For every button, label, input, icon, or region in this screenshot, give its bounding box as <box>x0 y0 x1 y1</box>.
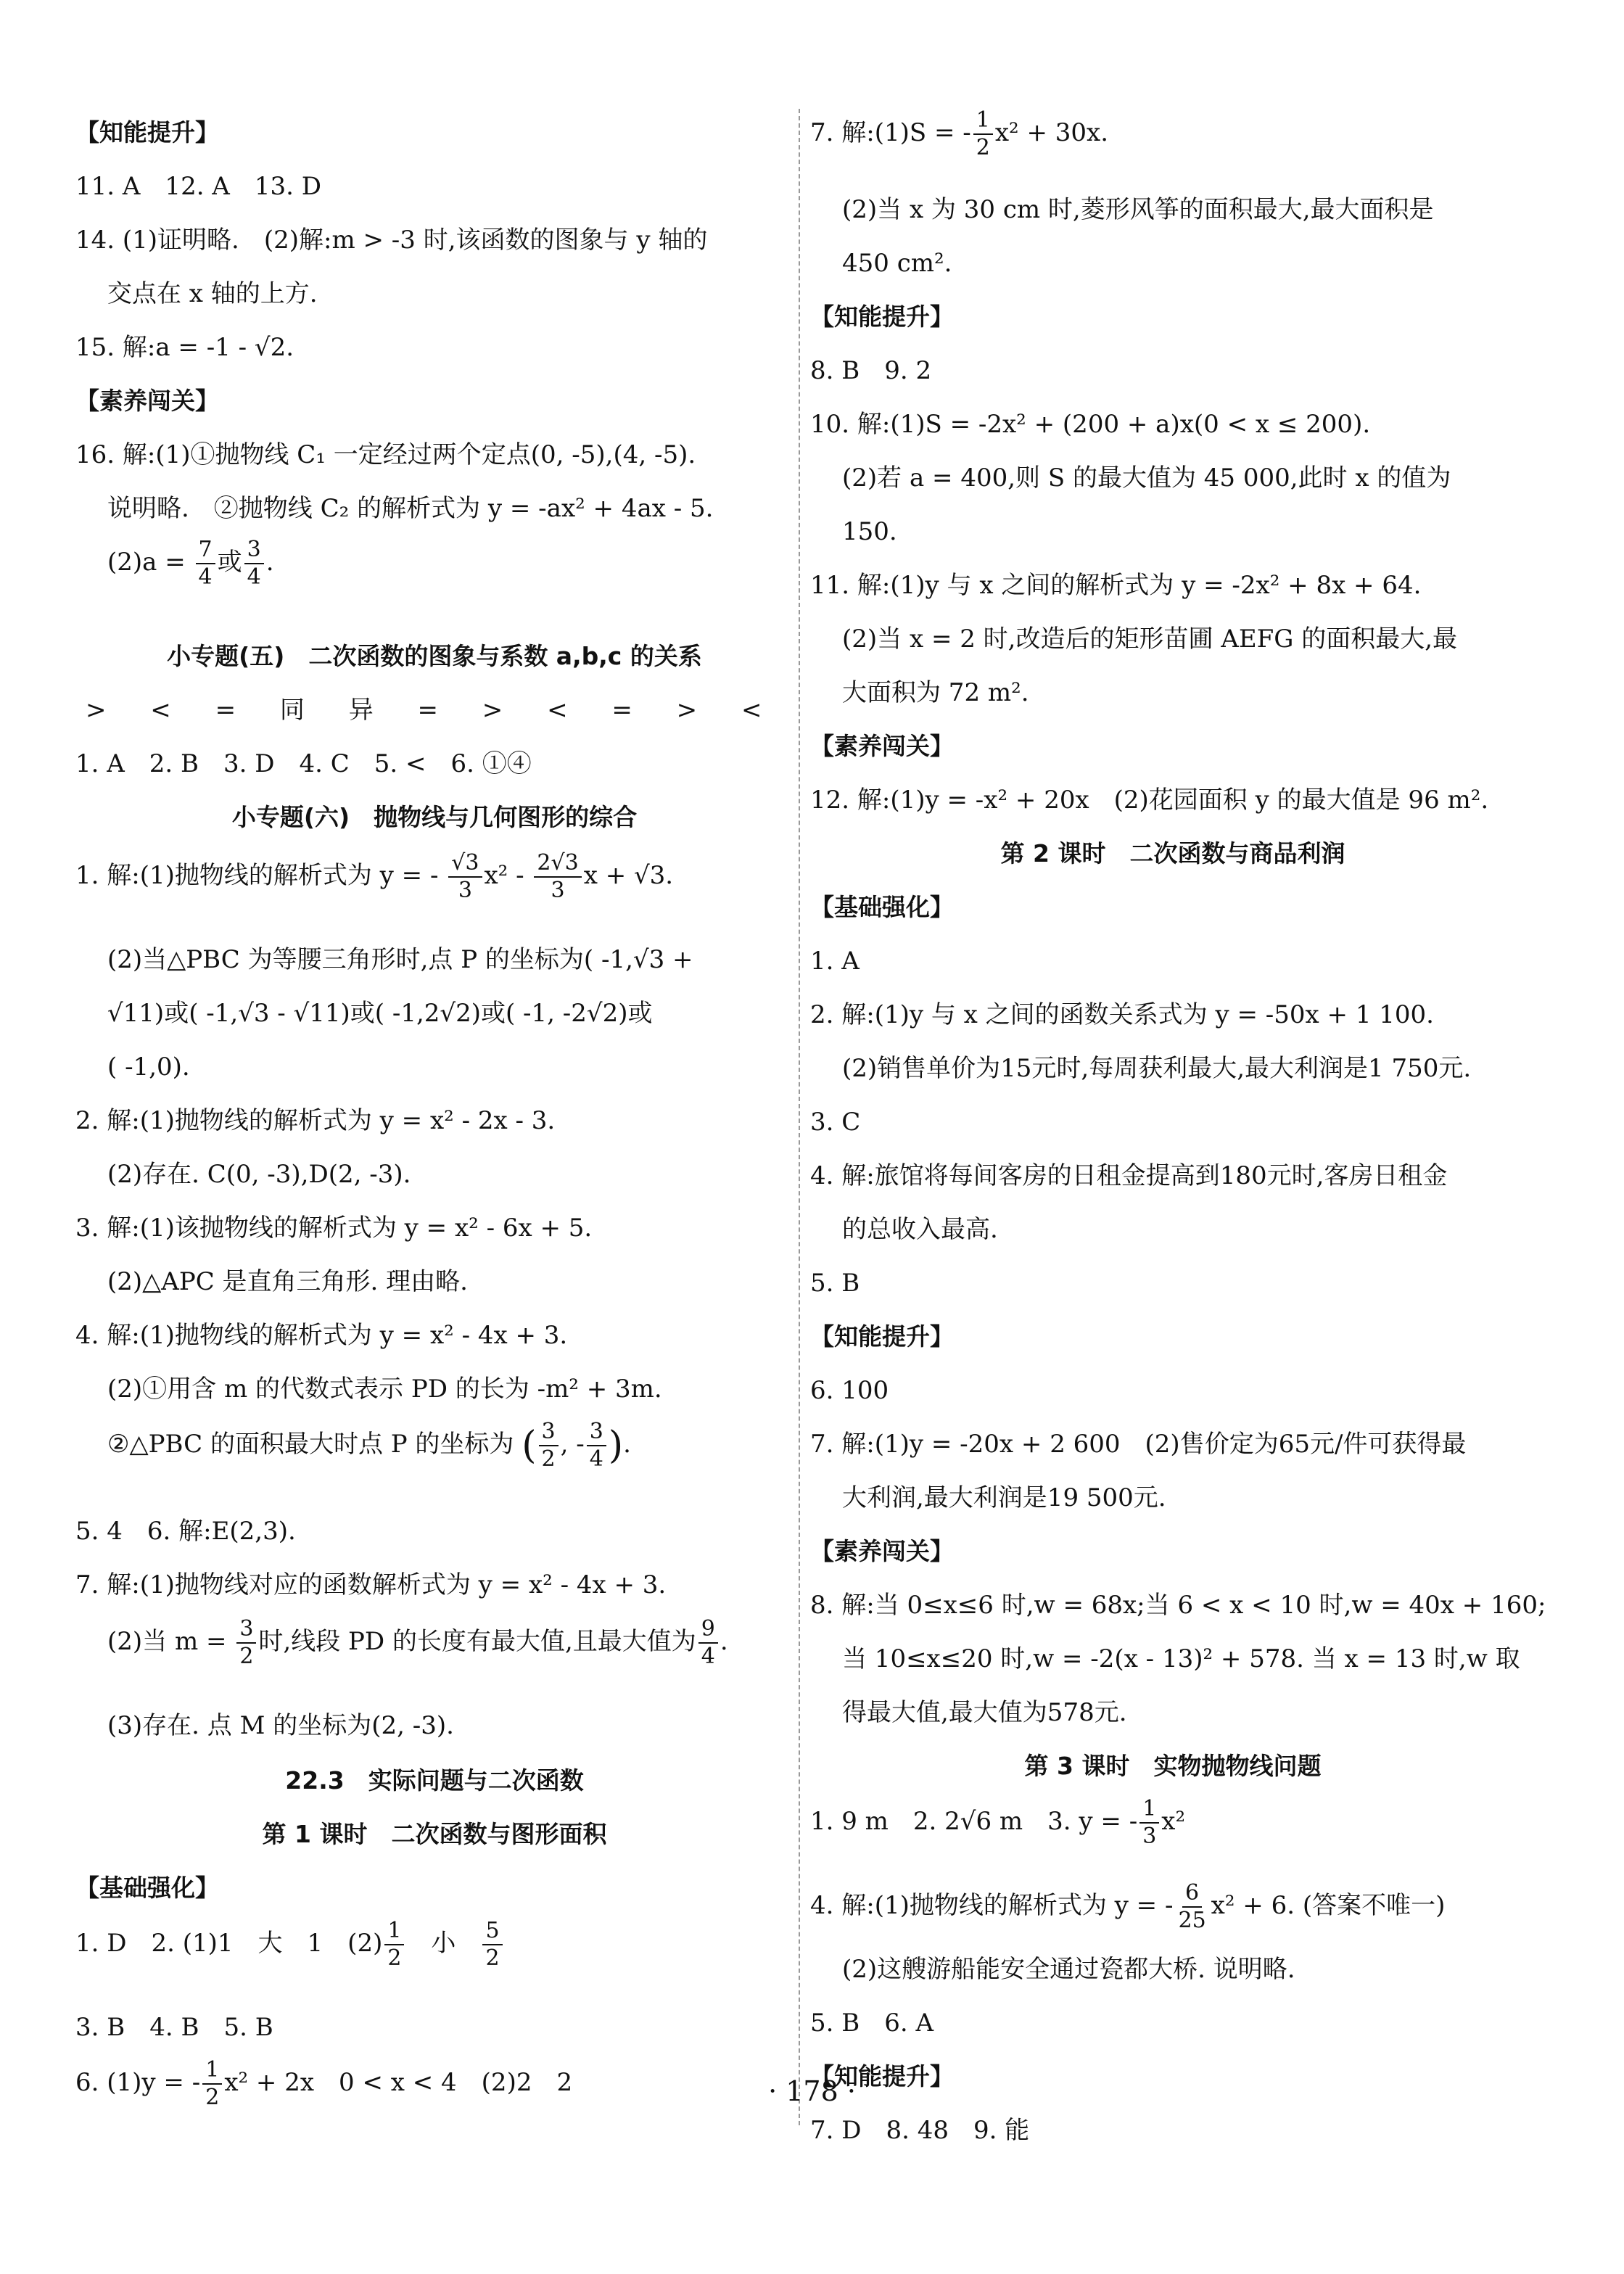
numerator: 3 <box>587 1419 606 1446</box>
denominator: 2 <box>239 1644 254 1669</box>
numerator: 1 <box>1139 1796 1159 1824</box>
subtopic-5-answers: 1. A 2. B 3. D 4. C 5. < 6. ①④ <box>75 749 532 778</box>
q1-line1 <box>75 843 673 908</box>
section-header-suyang: 【素养闯关】 <box>810 1537 954 1565</box>
text: x + √3. <box>583 861 674 890</box>
section-header-zhineng: 【知能提升】 <box>810 302 954 331</box>
t4-line2: (2)这艘游船能安全通过瓷都大桥. 说明略. <box>842 1955 1295 1984</box>
t7-t9: 7. D 8. 48 9. 能 <box>810 2116 1030 2145</box>
s8-line1: 8. 解:当 0≤x≤6 时,w = 68x;当 6 < x < 10 时,w = 40x + 160; <box>810 1591 1546 1620</box>
denominator: 2 <box>976 135 990 160</box>
q2-line2: (2)存在. C(0, -3),D(2, -3). <box>107 1160 411 1189</box>
denominator: 4 <box>701 1644 715 1669</box>
denominator: 2 <box>541 1446 556 1472</box>
denominator: 3 <box>1142 1824 1157 1849</box>
lesson-1-title: 第 1 课时 二次函数与图形面积 <box>262 1820 607 1848</box>
section-header-suyang: 【素养闯关】 <box>810 732 954 760</box>
fraction <box>236 1616 256 1670</box>
answer-16-line3 <box>107 530 274 595</box>
basic-3-5: 3. B 4. B 5. B <box>75 2013 273 2042</box>
text: x² + 2x 0 < x < 4 (2)2 2 <box>224 2068 573 2097</box>
r12: 12. 解:(1)y = -x² + 20x (2)花园面积 y 的最大值是 96 m². <box>810 786 1489 815</box>
text: ②△PBC 的面积最大时点 P 的坐标为 <box>107 1430 514 1459</box>
fraction <box>973 107 993 161</box>
denominator: 2 <box>387 1945 402 1971</box>
text: x² - <box>484 861 524 890</box>
lesson-3-title: 第 3 课时 实物抛物线问题 <box>1024 1752 1322 1780</box>
answer-14-line1: 14. (1)证明略. (2)解:m > -3 时,该函数的图象与 y 轴的 <box>75 226 708 255</box>
numerator: 3 <box>539 1419 558 1446</box>
r10-line3: 150. <box>842 517 897 546</box>
denominator: 25 <box>1178 1908 1206 1933</box>
section-header-zhineng: 【知能提升】 <box>75 118 219 147</box>
section-22-3-title: 22.3 实际问题与二次函数 <box>285 1766 584 1795</box>
section-header-suyang: 【素养闯关】 <box>75 387 219 415</box>
denominator: 3 <box>458 878 472 903</box>
section-header-zhineng: 【知能提升】 <box>810 1322 954 1351</box>
s5: 5. B <box>810 1269 860 1298</box>
s3: 3. C <box>810 1108 861 1137</box>
text: 或 <box>217 548 242 577</box>
numerator: 7 <box>196 537 215 564</box>
s7-line1: 7. 解:(1)y = -20x + 2 600 (2)售价定为65元/件可获得最 <box>810 1430 1467 1459</box>
answer-11-13: 11. A 12. A 13. D <box>75 172 322 201</box>
text: 4. 解:(1)抛物线的解析式为 y = - <box>810 1891 1174 1920</box>
answer-16-line2: 说明略. ②抛物线 C₂ 的解析式为 y = -ax² + 4ax - 5. <box>107 494 714 523</box>
t5-t6: 5. B 6. A <box>810 2009 934 2038</box>
fraction <box>1175 1880 1208 1934</box>
r8-r9: 8. B 9. 2 <box>810 356 932 385</box>
fraction <box>244 537 264 590</box>
column-divider <box>799 109 800 2125</box>
q4-line1: 4. 解:(1)抛物线的解析式为 y = x² - 4x + 3. <box>75 1321 568 1350</box>
section-header-zhineng: 【知能提升】 <box>810 2062 954 2090</box>
q1-line4: ( -1,0). <box>107 1052 190 1082</box>
answer-16-line1: 16. 解:(1)①抛物线 C₁ 一定经过两个定点(0, -5),(4, -5). <box>75 440 696 469</box>
answer-15: 15. 解:a = -1 - √2. <box>75 333 294 362</box>
q7-line2 <box>107 1609 728 1674</box>
text: 1. 9 m 2. 2√6 m 3. y = - <box>810 1807 1138 1836</box>
text: x² + 30x. <box>994 118 1108 147</box>
q2-line1: 2. 解:(1)抛物线的解析式为 y = x² - 2x - 3. <box>75 1106 556 1135</box>
q7-line1: 7. 解:(1)抛物线对应的函数解析式为 y = x² - 4x + 3. <box>75 1570 667 1599</box>
text: x² + 6. (答案不唯一) <box>1211 1891 1446 1920</box>
q3-line2: (2)△APC 是直角三角形. 理由略. <box>107 1267 468 1296</box>
text: (2)当 m = <box>107 1627 227 1656</box>
numerator: 3 <box>244 537 264 564</box>
s2-line1: 2. 解:(1)y 与 x 之间的函数关系式为 y = -50x + 1 100. <box>810 1000 1434 1029</box>
numerator: 2√3 <box>534 850 581 878</box>
r7-line3: 450 cm². <box>842 249 952 278</box>
fraction <box>482 1918 502 1972</box>
q4-line3 <box>107 1412 631 1477</box>
t4-line1 <box>810 1873 1445 1938</box>
fraction <box>587 1419 606 1472</box>
s2-line2: (2)销售单价为15元时,每周获利最大,最大利润是1 750元. <box>842 1054 1472 1083</box>
s1: 1. A <box>810 947 860 976</box>
s8-line2: 当 10≤x≤20 时,w = -2(x - 13)² + 578. 当 x = 13 时,w 取 <box>842 1644 1520 1673</box>
text: x² <box>1161 1807 1186 1836</box>
text: 6. (1)y = - <box>75 2068 201 2097</box>
q3-line1: 3. 解:(1)该抛物线的解析式为 y = x² - 6x + 5. <box>75 1214 593 1243</box>
q4-line2: (2)①用含 m 的代数式表示 PD 的长为 -m² + 3m. <box>107 1375 662 1404</box>
q1-line3: √11)或( -1,√3 - √11)或( -1,2√2)或( -1, -2√2)或 <box>107 999 653 1028</box>
fraction <box>196 537 215 590</box>
fraction <box>384 1918 404 1972</box>
right-paren: ) <box>608 1424 624 1467</box>
q7-line3: (3)存在. 点 M 的坐标为(2, -3). <box>107 1711 454 1740</box>
fraction <box>448 850 482 904</box>
text: 时,线段 PD 的长度有最大值,且最大值为 <box>258 1627 696 1656</box>
text: , - <box>560 1430 585 1459</box>
text: . <box>720 1627 728 1656</box>
r10-line1: 10. 解:(1)S = -2x² + (200 + a)x(0 < x ≤ 200). <box>810 410 1371 439</box>
denominator: 2 <box>485 1945 500 1971</box>
r11-line1: 11. 解:(1)y 与 x 之间的解析式为 y = -2x² + 8x + 64. <box>810 571 1422 600</box>
numerator: 1 <box>384 1918 404 1945</box>
numerator: 5 <box>482 1918 502 1945</box>
subtopic-5-symbols: > < = 同 异 = > < = > < <box>86 696 767 725</box>
numerator: 9 <box>698 1616 718 1644</box>
q1-line2: (2)当△PBC 为等腰三角形时,点 P 的坐标为( -1,√3 + <box>107 945 693 974</box>
text: (2)a = <box>107 548 186 577</box>
denominator: 2 <box>205 2085 220 2110</box>
section-header-jichu: 【基础强化】 <box>75 1874 219 1902</box>
text: 7. 解:(1)S = - <box>810 118 971 147</box>
denominator: 4 <box>589 1446 603 1472</box>
text: 1. D 2. (1)1 大 1 (2) <box>75 1929 383 1958</box>
denominator: 4 <box>198 564 213 590</box>
text: . <box>623 1430 631 1459</box>
lesson-2-title: 第 2 课时 二次函数与商品利润 <box>1000 839 1345 868</box>
text: 1. 解:(1)抛物线的解析式为 y = - <box>75 861 439 890</box>
denominator: 4 <box>247 564 261 590</box>
s8-line3: 得最大值,最大值为578元. <box>842 1698 1127 1727</box>
r7-line1 <box>810 100 1108 165</box>
answer-14-line2: 交点在 x 轴的上方. <box>107 279 318 308</box>
s4-line1: 4. 解:旅馆将每间客房的日租金提高到180元时,客房日租金 <box>810 1161 1448 1190</box>
numerator: 1 <box>973 107 993 135</box>
r11-line2: (2)当 x = 2 时,改造后的矩形苗圃 AEFG 的面积最大,最 <box>842 625 1458 654</box>
numerator: √3 <box>448 850 482 878</box>
fraction <box>539 1419 558 1472</box>
r10-line2: (2)若 a = 400,则 S 的最大值为 45 000,此时 x 的值为 <box>842 464 1451 493</box>
left-paren: ( <box>522 1424 537 1467</box>
section-header-jichu: 【基础强化】 <box>810 893 954 921</box>
subtopic-6-title: 小专题(六) 抛物线与几何图形的综合 <box>231 803 638 831</box>
numerator: 1 <box>202 2057 222 2085</box>
r11-line3: 大面积为 72 m². <box>842 678 1029 707</box>
text: 小 <box>406 1929 481 1958</box>
fraction <box>534 850 581 904</box>
text: . <box>265 548 274 577</box>
numerator: 3 <box>236 1616 256 1644</box>
basic-1-2 <box>75 1911 505 1976</box>
subtopic-5-title: 小专题(五) 二次函数的图象与系数 a,b,c 的关系 <box>167 642 702 670</box>
t1-t3 <box>810 1789 1185 1854</box>
q5-q6: 5. 4 6. 解:E(2,3). <box>75 1517 296 1546</box>
fraction <box>1139 1796 1159 1850</box>
denominator: 3 <box>551 878 565 903</box>
s6: 6. 100 <box>810 1376 889 1405</box>
s4-line2: 的总收入最高. <box>842 1215 998 1244</box>
r7-line2: (2)当 x 为 30 cm 时,菱形风筝的面积最大,最大面积是 <box>842 195 1434 224</box>
s7-line2: 大利润,最大利润是19 500元. <box>842 1483 1166 1512</box>
page-number: · 178 · <box>768 2075 856 2107</box>
fraction <box>698 1616 718 1670</box>
numerator: 6 <box>1182 1880 1202 1908</box>
